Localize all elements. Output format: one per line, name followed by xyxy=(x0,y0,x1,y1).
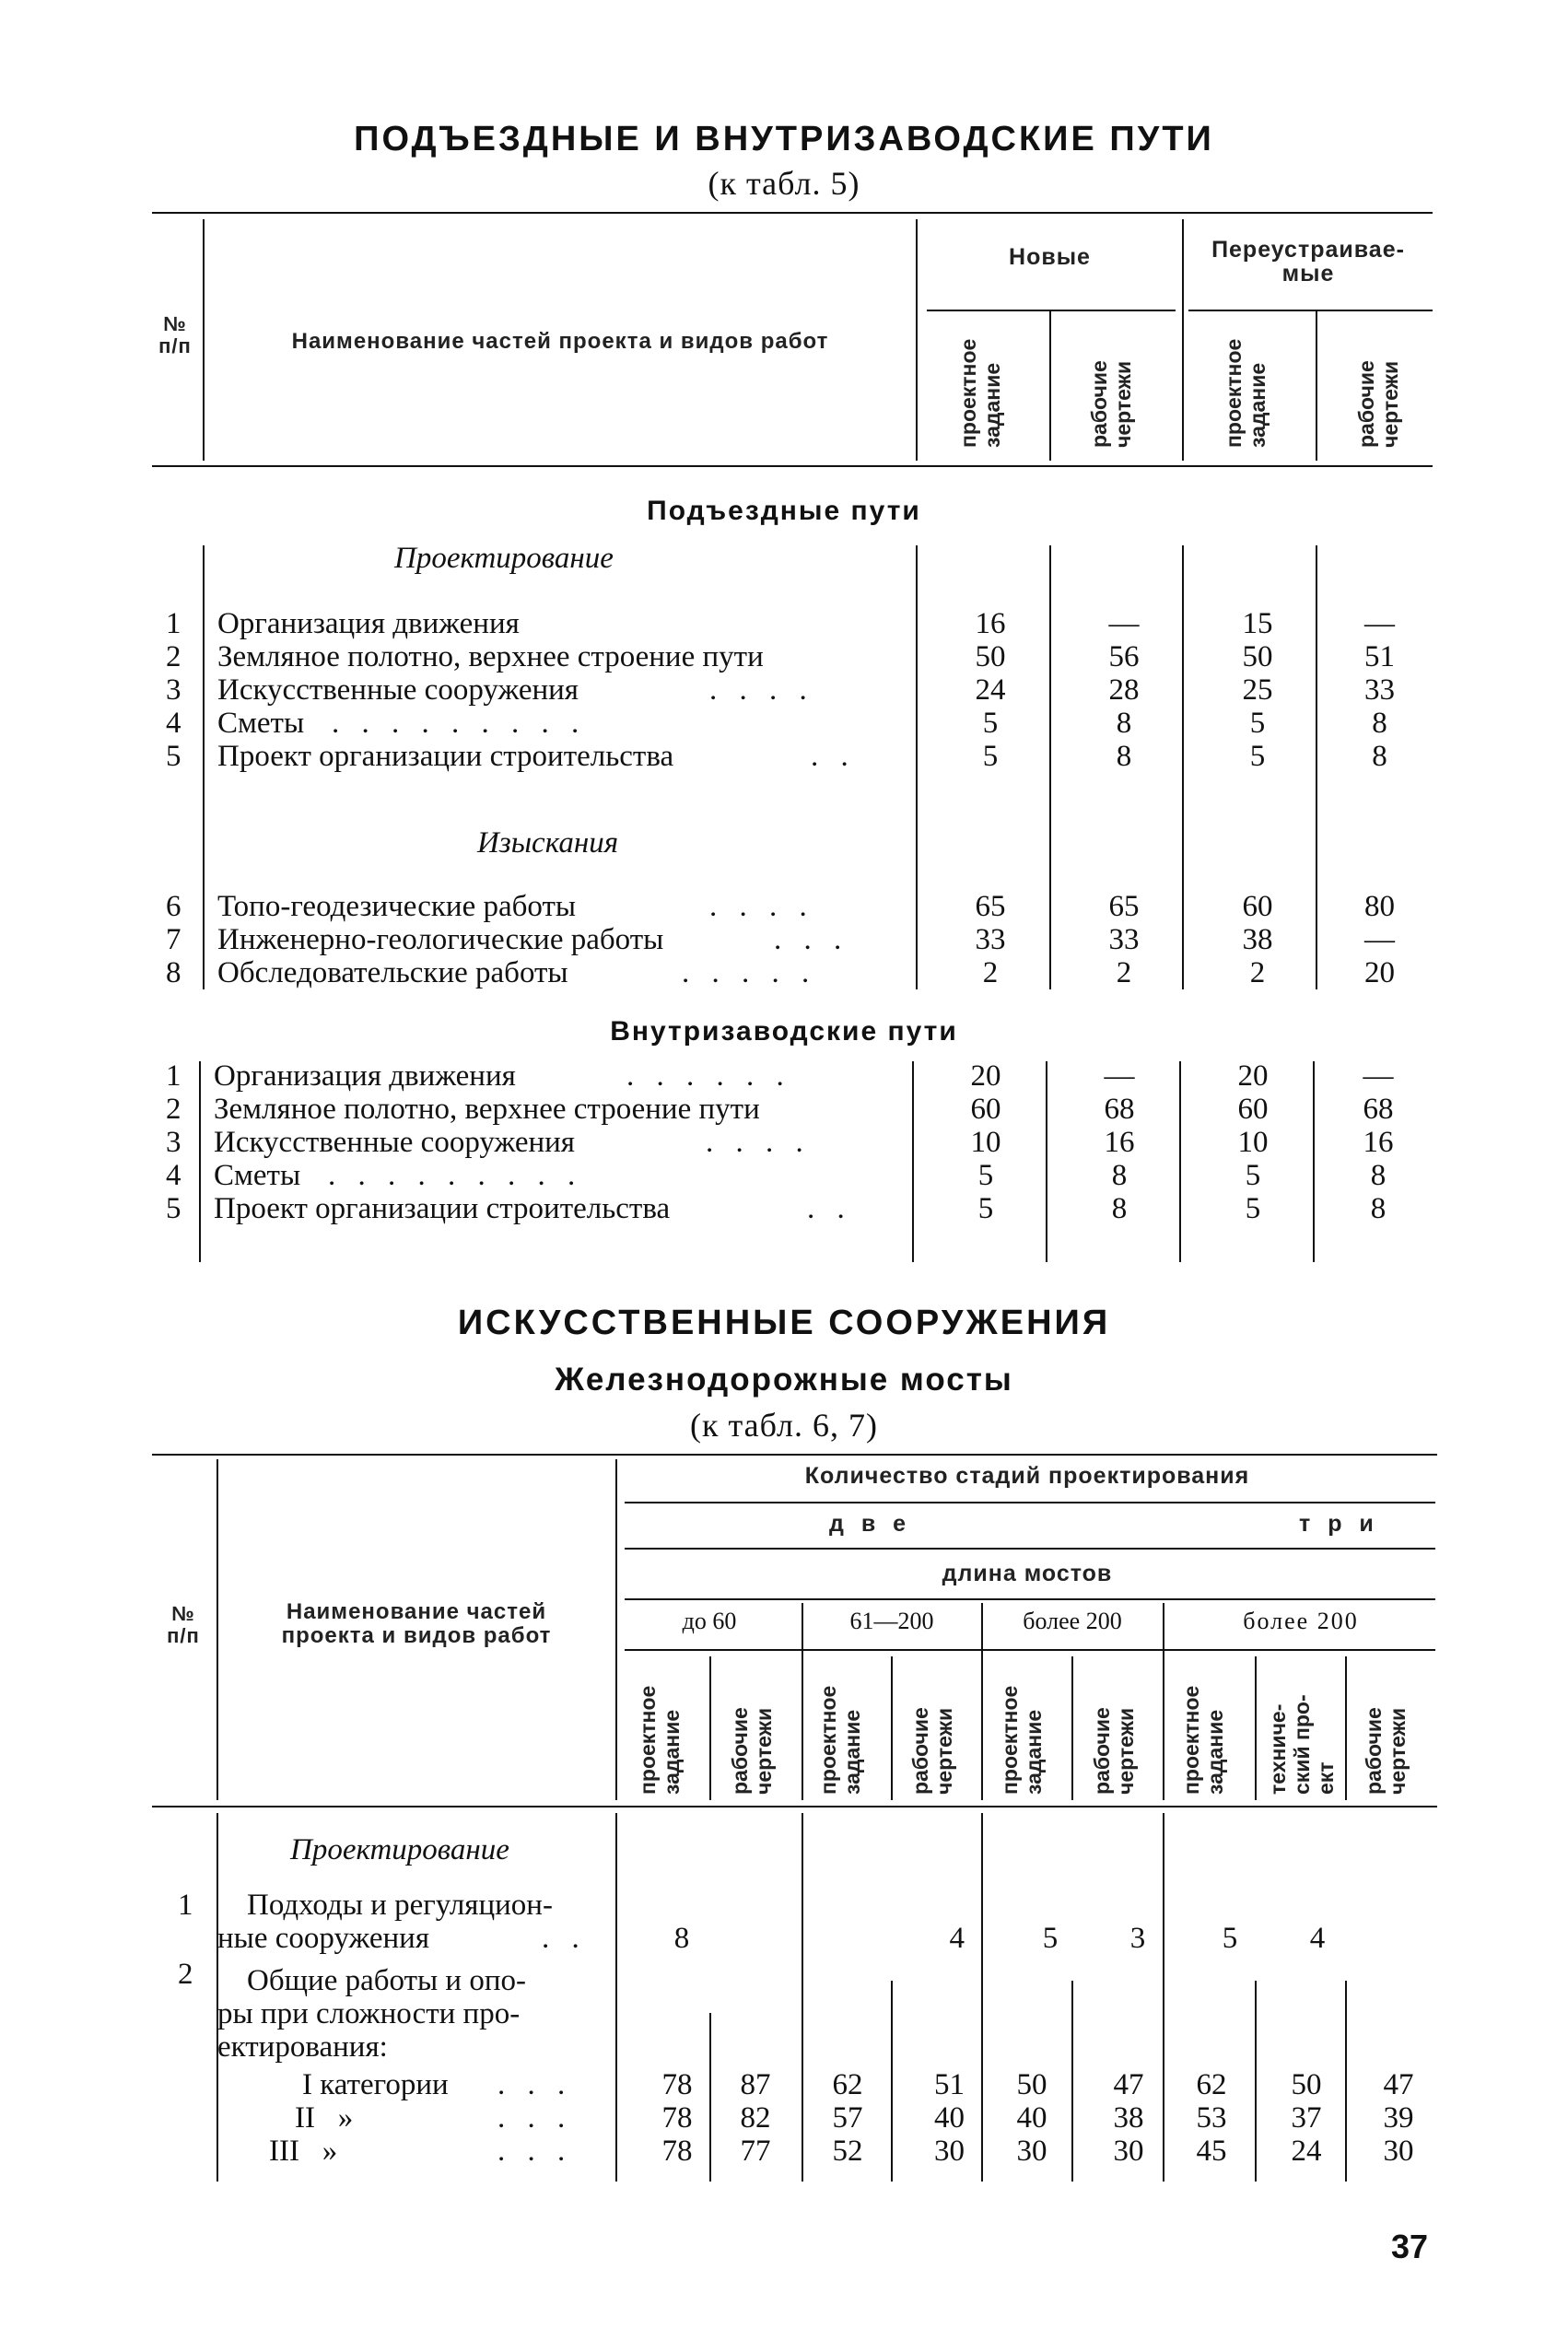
cat-label: II » xyxy=(295,2101,354,2135)
table1-sub-drawings-1: рабочие чертежи xyxy=(1087,360,1135,448)
row-dots: . . . . xyxy=(706,1126,811,1159)
row-name: Общие работы и опо- xyxy=(247,1964,526,1997)
row-n: 2 xyxy=(178,1958,193,1991)
row-dots: . . . xyxy=(497,2068,573,2101)
row-dots: . . xyxy=(542,1922,587,1955)
row-dots: . . . . . . xyxy=(626,1059,791,1093)
cell: 39 xyxy=(1383,2101,1414,2135)
table2-stages: Количество стадий проектирования xyxy=(804,1463,1250,1489)
cell: 62 xyxy=(1196,2068,1227,2101)
len-group: более 200 xyxy=(1243,1608,1359,1634)
cell: 33 xyxy=(975,923,1006,956)
cell: 5 xyxy=(977,1159,994,1192)
row-name: Инженерно-геологические работы xyxy=(217,923,664,956)
row-dots: . . . xyxy=(497,2135,573,2168)
row-dots: . . xyxy=(811,740,856,773)
cell: 8 xyxy=(1111,1192,1128,1225)
cell: 37 xyxy=(1291,2101,1322,2135)
table2-length: длина мостов xyxy=(942,1561,1113,1586)
cell: 51 xyxy=(1364,640,1395,673)
cell: 5 xyxy=(1249,707,1266,740)
table2-two: д в е xyxy=(829,1511,912,1537)
cell: 8 xyxy=(673,1922,690,1955)
cell: 8 xyxy=(1372,740,1387,773)
table1-col-name: Наименование частей проекта и видов работ xyxy=(291,329,829,354)
cell: 4 xyxy=(1309,1922,1326,1955)
row-dots: . . . . . . . . . xyxy=(332,707,587,740)
table1-sub-design: Проектирование xyxy=(394,542,614,575)
table1-section-inner: Внутризаводские пути xyxy=(610,1016,958,1047)
table2-sub-design: Проектирование xyxy=(290,1833,509,1866)
cell: 8 xyxy=(1116,740,1132,773)
cell: 30 xyxy=(934,2135,965,2168)
cell: 65 xyxy=(975,890,1006,923)
cell: 20 xyxy=(970,1059,1001,1093)
cell: 50 xyxy=(975,640,1006,673)
cell: 8 xyxy=(1370,1192,1387,1225)
sub-col: проектное задание xyxy=(1179,1685,1227,1795)
table2-col-num: № п/п xyxy=(167,1602,200,1647)
row-name: Организация движения xyxy=(214,1059,516,1093)
cat-label: III » xyxy=(269,2135,338,2168)
table1-sub-project-2: проектное задание xyxy=(1222,338,1270,448)
cell: 45 xyxy=(1196,2135,1227,2168)
cell: 33 xyxy=(1364,673,1395,707)
cell: 50 xyxy=(1242,640,1273,673)
cell: 56 xyxy=(1108,640,1140,673)
row-dots: . . . . xyxy=(709,890,814,923)
cell: 38 xyxy=(1113,2101,1144,2135)
cell: 60 xyxy=(1237,1093,1269,1126)
sub-col: рабочие чертежи xyxy=(908,1707,956,1795)
cell: 30 xyxy=(1383,2135,1414,2168)
cell: 40 xyxy=(934,2101,965,2135)
table2-title: ИСКУССТВЕННЫЕ СООРУЖЕНИЯ xyxy=(457,1304,1111,1342)
row-n: 1 xyxy=(166,1059,181,1093)
cell: 78 xyxy=(661,2101,693,2135)
page-number: 37 xyxy=(1391,2228,1429,2265)
cell: — xyxy=(1364,923,1395,956)
cell: 24 xyxy=(1291,2135,1322,2168)
cell: 20 xyxy=(1364,956,1395,989)
cell: 78 xyxy=(661,2135,693,2168)
row-n: 4 xyxy=(166,707,181,740)
sub-col: техниче- ский про- ект xyxy=(1266,1694,1338,1795)
cell: 3 xyxy=(1129,1922,1146,1955)
cell: 40 xyxy=(1016,2101,1047,2135)
cell: 68 xyxy=(1363,1093,1394,1126)
sub-col: рабочие чертежи xyxy=(728,1707,776,1795)
row-name: Земляное полотно, верхнее строение пути xyxy=(217,640,764,673)
cell: 60 xyxy=(1242,890,1273,923)
cell: — xyxy=(1364,607,1395,640)
table2-ref: (к табл. 6, 7) xyxy=(689,1407,878,1444)
row-dots: . . . . . xyxy=(682,956,817,989)
row-n: 2 xyxy=(166,1093,181,1126)
row-name: Сметы xyxy=(214,1159,301,1192)
cell: 20 xyxy=(1237,1059,1269,1093)
cell: 50 xyxy=(1291,2068,1322,2101)
cell: 57 xyxy=(832,2101,863,2135)
table1-header-rule xyxy=(152,465,1433,467)
row-name: Организация движения xyxy=(217,607,520,640)
row-dots: . . . . xyxy=(709,673,814,707)
cell: 5 xyxy=(982,707,999,740)
cell: 8 xyxy=(1370,1159,1387,1192)
sub-col: проектное задание xyxy=(998,1685,1046,1795)
len-group: 61—200 xyxy=(849,1608,934,1634)
table2-col-name: Наименование частей проекта и видов работ xyxy=(281,1599,552,1648)
row-n: 8 xyxy=(166,956,181,989)
cell: 5 xyxy=(1042,1922,1059,1955)
cell: 25 xyxy=(1242,673,1273,707)
cell: 77 xyxy=(740,2135,771,2168)
row-n: 5 xyxy=(166,1192,181,1225)
row-name: Сметы xyxy=(217,707,305,740)
row-name: Подходы и регуляцион- xyxy=(247,1889,553,1922)
row-n: 5 xyxy=(166,740,181,773)
cell: 78 xyxy=(661,2068,693,2101)
cell: 51 xyxy=(934,2068,965,2101)
row-dots: . . . xyxy=(497,2101,573,2135)
cell: — xyxy=(1104,1059,1135,1093)
table1-sub-project-1: проектное задание xyxy=(956,338,1004,448)
row-n: 3 xyxy=(166,1126,181,1159)
sub-col: рабочие чертежи xyxy=(1362,1707,1410,1795)
cell: 15 xyxy=(1242,607,1273,640)
cell: — xyxy=(1108,607,1140,640)
cell: 47 xyxy=(1113,2068,1144,2101)
cell: 8 xyxy=(1372,707,1387,740)
row-dots: . . . . . . . . . xyxy=(328,1159,583,1192)
cell: 68 xyxy=(1104,1093,1135,1126)
cell: 53 xyxy=(1196,2101,1227,2135)
row-n: 3 xyxy=(166,673,181,707)
row-name: Искусственные сооружения xyxy=(217,673,579,707)
cell: 8 xyxy=(1111,1159,1128,1192)
row-name: ные сооружения xyxy=(217,1922,430,1955)
row-n: 1 xyxy=(178,1889,193,1922)
table1-section-access: Подъездные пути xyxy=(647,496,921,526)
table1-sub-drawings-2: рабочие чертежи xyxy=(1354,360,1402,448)
row-dots: . . xyxy=(807,1192,852,1225)
cell: 5 xyxy=(1222,1922,1238,1955)
row-name: Проект организации строительства xyxy=(217,740,674,773)
cell: 10 xyxy=(970,1126,1001,1159)
cell: 10 xyxy=(1237,1126,1269,1159)
cell: 82 xyxy=(740,2101,771,2135)
row-n: 6 xyxy=(166,890,181,923)
cell: 30 xyxy=(1113,2135,1144,2168)
row-dots: . . . xyxy=(774,923,849,956)
cell: 5 xyxy=(1245,1192,1261,1225)
row-name: Обследовательские работы xyxy=(217,956,568,989)
row-name: ры при сложности про- xyxy=(217,1997,521,2030)
sub-col: проектное задание xyxy=(636,1685,684,1795)
cat-label: I категории xyxy=(302,2068,449,2101)
table2-subtitle: Железнодорожные мосты xyxy=(555,1362,1013,1398)
cell: — xyxy=(1363,1059,1394,1093)
table1-sub-survey: Изыскания xyxy=(477,826,619,860)
cell: 8 xyxy=(1116,707,1132,740)
cell: 5 xyxy=(1249,740,1266,773)
cell: 5 xyxy=(982,740,999,773)
cell: 65 xyxy=(1108,890,1140,923)
row-name: Проект организации строительства xyxy=(214,1192,671,1225)
cell: 33 xyxy=(1108,923,1140,956)
cell: 16 xyxy=(975,607,1006,640)
row-n: 2 xyxy=(166,640,181,673)
row-n: 1 xyxy=(166,607,181,640)
cell: 62 xyxy=(832,2068,863,2101)
row-n: 4 xyxy=(166,1159,181,1192)
table1-col-num: № п/п xyxy=(158,312,192,357)
cell: 4 xyxy=(949,1922,965,1955)
len-group: до 60 xyxy=(682,1608,737,1634)
table1-top-rule xyxy=(152,212,1433,214)
cell: 16 xyxy=(1363,1126,1394,1159)
cell: 47 xyxy=(1383,2068,1414,2101)
row-name: ектирования: xyxy=(217,2030,388,2064)
cell: 87 xyxy=(740,2068,771,2101)
len-group: более 200 xyxy=(1023,1608,1122,1634)
table1-group-new: Новые xyxy=(1009,244,1091,270)
table1-title: ПОДЪЕЗДНЫЕ И ВНУТРИЗАВОДСКИЕ ПУТИ xyxy=(354,120,1214,158)
cell: 5 xyxy=(1245,1159,1261,1192)
cell: 2 xyxy=(1116,956,1132,989)
cell: 24 xyxy=(975,673,1006,707)
cell: 2 xyxy=(1249,956,1266,989)
cell: 52 xyxy=(832,2135,863,2168)
table1-ref: (к табл. 5) xyxy=(708,165,860,202)
cell: 28 xyxy=(1108,673,1140,707)
table1-group-rebuild: Переустраивае- мые xyxy=(1211,237,1405,287)
cell: 60 xyxy=(970,1093,1001,1126)
cell: 38 xyxy=(1242,923,1273,956)
row-name: Земляное полотно, верхнее строение пути xyxy=(214,1093,760,1126)
row-name: Искусственные сооружения xyxy=(214,1126,575,1159)
sub-col: рабочие чертежи xyxy=(1090,1707,1138,1795)
row-n: 7 xyxy=(166,923,181,956)
sub-col: проектное задание xyxy=(816,1685,864,1795)
cell: 16 xyxy=(1104,1126,1135,1159)
row-name: Топо-геодезические работы xyxy=(217,890,577,923)
cell: 5 xyxy=(977,1192,994,1225)
cell: 80 xyxy=(1364,890,1395,923)
cell: 50 xyxy=(1016,2068,1047,2101)
cell: 30 xyxy=(1016,2135,1047,2168)
table2-three: т р и xyxy=(1299,1511,1379,1537)
cell: 2 xyxy=(982,956,999,989)
